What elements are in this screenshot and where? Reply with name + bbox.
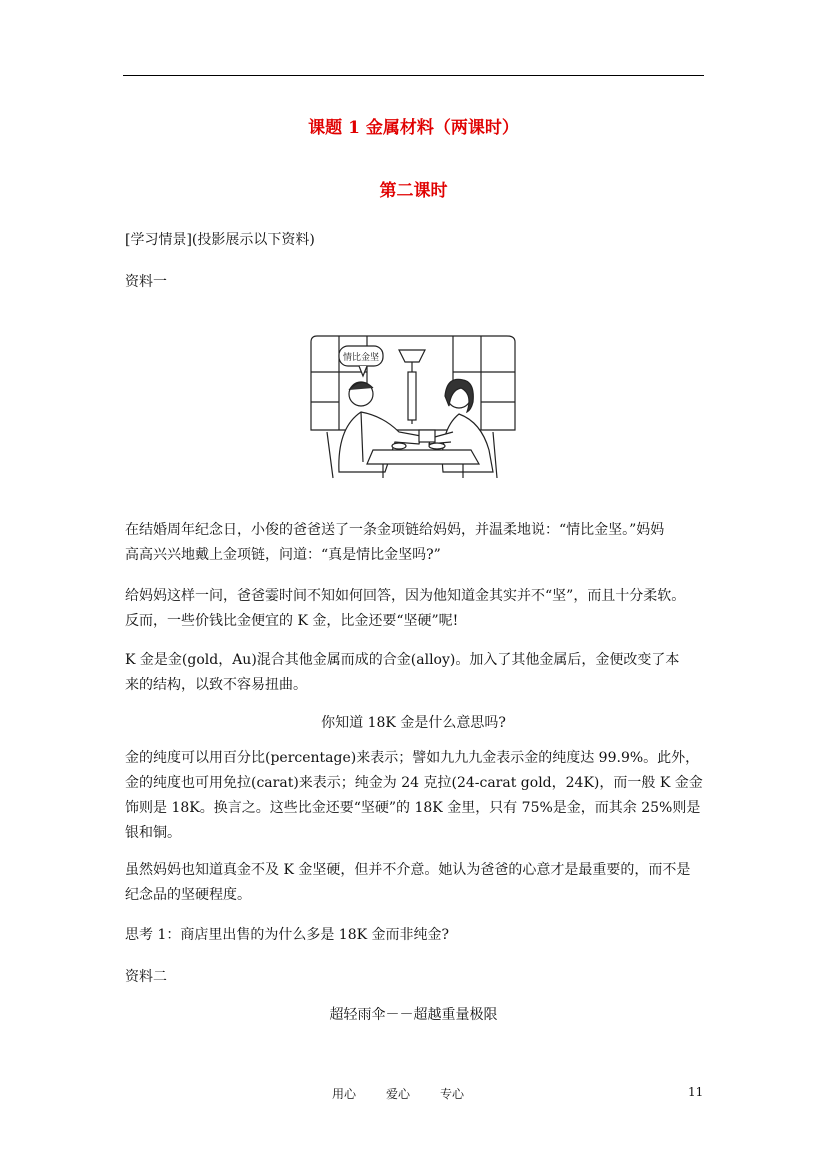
speech-bubble-text: 情比金坚 [342,353,380,363]
learning-context: [学习情景](投影展示以下资料) [125,232,315,248]
think-question-1: 思考 1：商店里出售的为什么多是 18K 金而非纯金? [125,927,450,943]
question-18k: 你知道 18K 金是什么意思吗? [321,715,506,731]
paragraph-7: 虽然妈妈也知道真金不及 K 金坚硬，但并不介意。她认为爸爸的心意才是最重要的，而不是 纪念品的坚硬程度。 [125,862,691,903]
footer-item: 爱心 [386,1087,411,1101]
paragraph-5: K 金是金(gold，Au)混合其他金属而成的合金(alloy)。加入了其他金属后，金便改变了本 来的结构，以致不容易扭曲。 [125,652,680,693]
couple-illustration [303,332,521,482]
paragraph-3: 在结婚周年纪念日，小俊的爸爸送了一条金项链给妈妈，并温柔地说：“情比金坚。”妈妈 高高兴兴地戴上金项链，问道：“真是情比金坚吗?” [125,522,665,563]
material-one-label: 资料一 [125,274,167,290]
page-subtitle: 第二课时 [379,181,448,201]
footer-item: 用心 [332,1087,357,1101]
paragraph-6: 金的纯度可以用百分比(percentage)来表示；譬如九九九金表示金的纯度达 99.9%。此外， 金的纯度也可用免拉(carat)来表示；纯金为 24 克拉(24-carat gold，24K)，而一般 K 金金 饰则是 18K。换言之。这些比金还要“坚硬”的 18K 金里，只有 75%是金，而其余 25%则是 银和铜。 [125,750,703,841]
header-rule [123,75,704,76]
paragraph-4: 给妈妈这样一问，爸爸霎时间不知如何回答，因为他知道金其实并不“坚”，而且十分柔软。 反而，一些价钱比金便宜的 K 金，比金还要“坚硬”呢! [125,588,686,629]
page-number: 11 [688,1085,704,1099]
material-two-label: 资料二 [125,969,167,985]
footer-item: 专心 [440,1087,465,1101]
umbrella-heading: 超轻雨伞－－超越重量极限 [329,1007,498,1023]
page-title: 课题 1 金属材料（两课时） [308,118,519,138]
